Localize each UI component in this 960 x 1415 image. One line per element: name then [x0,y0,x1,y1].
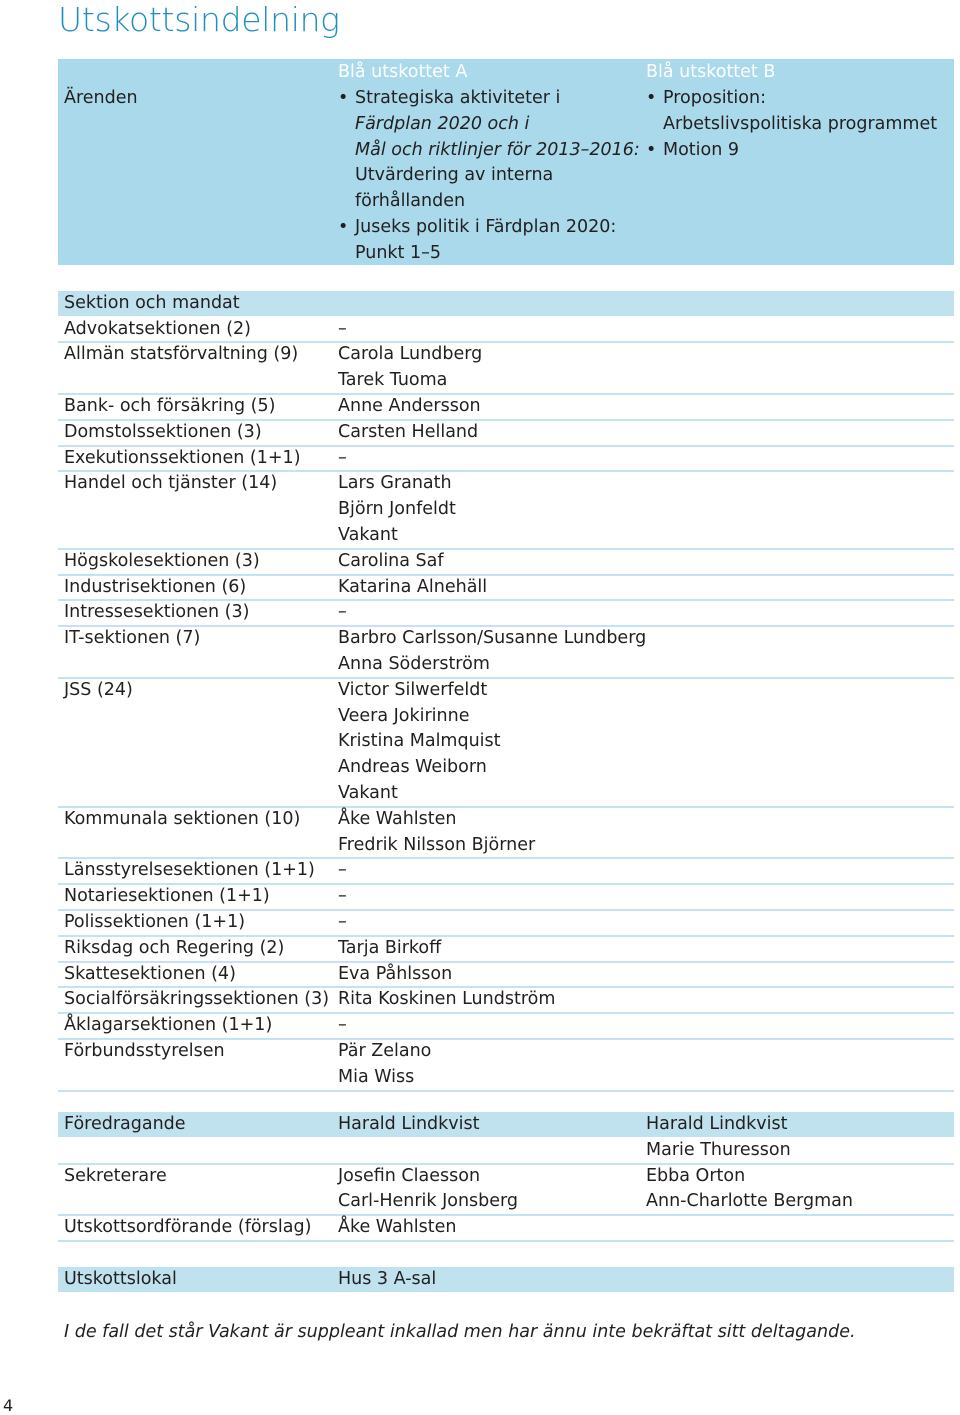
section-member: Fredrik Nilsson Björner [338,834,536,855]
section-member: Mia Wiss [338,1066,415,1087]
roles-band [58,1112,954,1137]
section-name: Socialförsäkringssektionen (3) [64,989,330,1010]
arenden-label: Ärenden [64,88,138,108]
venue-label: Utskottslokal [64,1269,177,1289]
bullet-icon: • [338,88,349,108]
section-member: Carola Lundberg [338,344,483,365]
column-header-a: Blå utskottet A [338,62,468,82]
section-member: Andreas Weiborn [338,757,487,778]
section-member: Anna Söderström [338,653,490,674]
role-person-b: Ebba Orton [646,1165,746,1186]
section-name: Åklagarsektionen (1+1) [64,1015,273,1036]
row-divider [58,1240,954,1242]
section-member: Kristina Malmquist [338,731,501,752]
section-member: Carsten Helland [338,421,479,442]
role-label: Utskottsordförande (förslag) [64,1217,312,1238]
blue-b-items [646,86,937,163]
footnote: I de fall det står Vakant är suppleant inkallad men har ännu inte bekräftat sitt deltagande. [64,1322,856,1342]
section-member: Vakant [338,524,398,545]
section-member: Victor Silwerfeldt [338,679,488,700]
row-divider [58,1163,954,1165]
section-member: Barbro Carlsson/Susanne Lundberg [338,628,647,649]
section-member: – [338,860,347,881]
section-member: Vakant [338,782,398,803]
role-label: Föredragande [64,1114,186,1134]
blue-a-items [338,86,640,267]
role-person-b: Harald Lindkvist [646,1114,788,1134]
section-name: Skattesektionen (4) [64,963,236,984]
section-heading: Sektion och mandat [64,293,240,313]
bullet-icon: • [646,88,657,108]
section-name: Riksdag och Regering (2) [64,937,285,958]
venue-value: Hus 3 A-sal [338,1269,437,1289]
section-member: Veera Jokirinne [338,705,470,726]
section-name: Länsstyrelsesektionen (1+1) [64,860,315,881]
section-name: Högskolesektionen (3) [64,550,260,571]
list-item: • Motion 9 [646,138,937,164]
section-member: Pär Zelano [338,1040,432,1061]
role-person-b: Ann-Charlotte Bergman [646,1191,853,1212]
section-name: Kommunala sektionen (10) [64,808,301,829]
section-member: Tarek Tuoma [338,370,448,391]
section-member: – [338,602,347,623]
column-header-b: Blå utskottet B [646,62,776,82]
page-number: 4 [3,1396,14,1415]
section-member: Katarina Alnehäll [338,576,488,597]
section-name: Exekutionssektionen (1+1) [64,447,301,468]
role-label: Sekreterare [64,1165,167,1186]
section-member: Björn Jonfeldt [338,499,456,520]
section-name: Industrisektionen (6) [64,576,247,597]
section-name: IT-sektionen (7) [64,628,201,649]
section-member: – [338,1015,347,1036]
section-name: JSS (24) [64,679,133,700]
list-item: • Proposition: Arbetslivspolitiska programmet [646,88,938,134]
section-name: Advokatsektionen (2) [64,318,251,339]
section-member: Carolina Saf [338,550,444,571]
role-person-a: Harald Lindkvist [338,1114,480,1134]
section-member: Anne Andersson [338,395,481,416]
row-divider [58,1090,954,1092]
section-name: Intressesektionen (3) [64,602,250,623]
section-member: Lars Granath [338,473,452,494]
section-name: Notariesektionen (1+1) [64,886,270,907]
venue-band [58,1267,954,1292]
section-member: Eva Påhlsson [338,963,453,984]
section-name: Bank- och försäkring (5) [64,395,276,416]
role-person-a: Josefin Claesson [338,1165,481,1186]
section-name: Förbundsstyrelsen [64,1040,225,1061]
bullet-icon: • [338,216,349,237]
section-member: Rita Koskinen Lundström [338,989,556,1010]
section-member: Åke Wahlsten [338,808,457,829]
section-member: – [338,886,347,907]
section-name: Handel och tjänster (14) [64,473,278,494]
section-name: Polissektionen (1+1) [64,911,246,932]
role-person-a: Åke Wahlsten [338,1217,457,1238]
role-person-a: Carl-Henrik Jonsberg [338,1191,519,1212]
list-item: • Strategiska aktiviteter i Färdplan 2020 och i Mål och riktlinjer för 2013–2016: Utvärdering av interna förhållanden [338,88,640,212]
page-title: Utskottsindelning [58,0,340,39]
section-name: Allmän statsförvaltning (9) [64,344,299,365]
section-member: Tarja Birkoff [338,937,442,958]
section-name: Domstolssektionen (3) [64,421,262,442]
bullet-icon: • [646,139,657,160]
list-item: • Juseks politik i Färdplan 2020: Punkt 1–5 [338,216,617,263]
section-member: – [338,318,347,339]
section-member: – [338,911,347,932]
section-member: – [338,447,347,468]
role-person-b: Marie Thuresson [646,1139,791,1160]
row-divider [58,677,954,679]
